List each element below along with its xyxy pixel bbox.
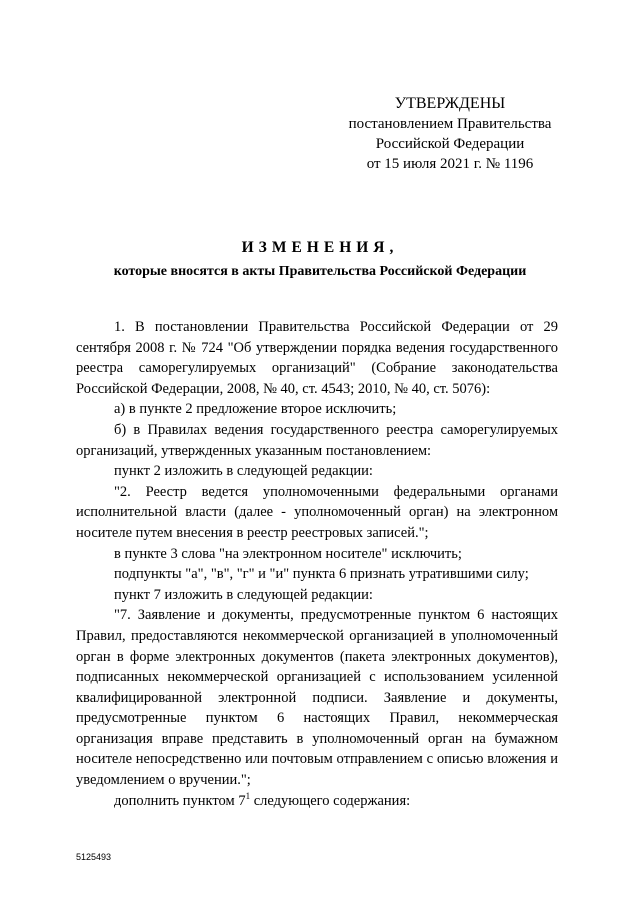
paragraph-4: пункт 2 изложить в следующей редакции:	[114, 463, 373, 480]
paragraph-7: подпункты "а", "в", "г" и "и" пункта 6 признать утратившими силу;	[114, 566, 529, 583]
paragraph-10	[76, 791, 558, 812]
paragraph-3: б) в Правилах ведения государственного реестра саморегулируемых организаций, утвержденных указанным постановлением:	[76, 421, 558, 459]
paragraph-10-superscript: 1	[245, 790, 251, 801]
paragraph-9: "7. Заявление и документы, предусмотренные пунктом 6 настоящих Правил, предоставляются некоммерческой организацией в уполномоченный орган в форме электронных документов (пакета электронных документов), подписанных некоммерческой организацией с использованием усиленной квалифицированной электронной подписи. Заявление и документы, предусмотренные пунктом 6 настоящих Правил, некоммерческая организация вправе представить в уполномоченный орган на бумажном носителе непосредственно или почтовым отправлением с описью вложения и уведомлением о вручении.";	[76, 607, 558, 789]
paragraph-10-text-end: следующего содержания:	[250, 792, 411, 809]
paragraph-2: а) в пункте 2 предложение второе исключить;	[114, 401, 397, 418]
approval-title: УТВЕРЖДЕНЫ	[394, 95, 506, 112]
paragraph-1: 1. В постановлении Правительства Российской Федерации от 29 сентября 2008 г. № 724 "Об утверждении порядка ведения государственного реестра саморегулируемых организаций" (Собрание законодательства Российской Федерации, 2008, № 40, ст. 4543; 2010, № 40, ст. 5076):	[76, 319, 558, 397]
paragraph-8: пункт 7 изложить в следующей редакции:	[114, 586, 373, 603]
approval-block	[330, 94, 570, 174]
document-subtitle: которые вносятся в акты Правительства Российской Федерации	[113, 264, 527, 279]
document-title: ИЗМЕНЕНИЯ,	[241, 239, 399, 256]
document-code: 5125493	[76, 852, 112, 862]
approval-line-1: постановлением Правительства	[348, 116, 552, 132]
approval-line-2: Российской Федерации	[375, 136, 525, 152]
paragraph-5: "2. Реестр ведется уполномоченными федеральными органами исполнительной власти (далее - уполномоченный орган) на электронном носителе путем внесения в реестр реестровых записей.";	[76, 483, 558, 541]
approval-line-3: от 15 июля 2021 г. № 1196	[366, 156, 534, 172]
document-body	[76, 317, 558, 811]
paragraph-6: в пункте 3 слова "на электронном носителе" исключить;	[114, 545, 462, 562]
paragraph-10-text: дополнить пунктом 7	[114, 792, 246, 809]
